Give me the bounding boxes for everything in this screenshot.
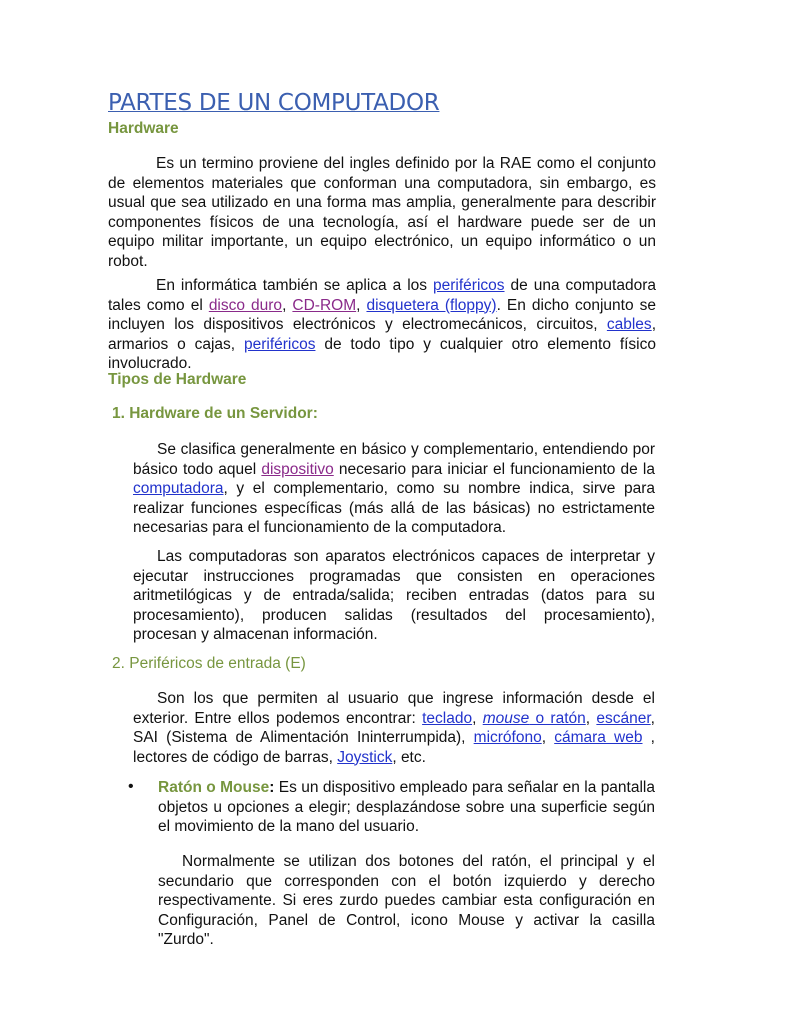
text-run: , y el complementario, como su nombre indica, sirve para realizar funciones específicas (más allá de las básicas) no estrictamente necesarias para el funcionamiento de la computadora.	[133, 480, 655, 536]
text-run: , etc.	[392, 748, 426, 766]
intro-text: Es un termino proviene del ingles definido por la RAE como el conjunto de elementos materiales que conforman una computadora, sin embargo, es usual que sea utilizado en una forma mas amplia, generalmente para describir componentes físicos de una tecnología, así el hardware puede ser de un equipo militar importante, un equipo electrónico, un equipo informático o un robot.	[108, 155, 656, 270]
computadoras-text: Las computadoras son aparatos electrónicos capaces de interpretar y ejecutar instrucciones programadas que consisten en operaciones aritmetilógicas y de entrada/salida; reciben entradas (datos para su procesamiento), producen salidas (resultados del procesamiento), procesan y almacenan información.	[133, 548, 655, 643]
link-escaner[interactable]: escáner	[596, 709, 651, 727]
entrada-paragraph	[133, 689, 655, 767]
computadoras-paragraph	[133, 547, 655, 645]
mouse-bullet-item	[158, 778, 655, 837]
text-run: , SAI (Sistema de Alimentación Ininterrumpida),	[133, 709, 655, 746]
link-computadora[interactable]: computadora	[133, 480, 224, 497]
text-run: ,	[585, 709, 597, 727]
bullet-heading: Ratón o Mouse	[158, 779, 270, 796]
link-dispositivo[interactable]: dispositivo	[261, 460, 334, 478]
intro-paragraph	[108, 154, 656, 271]
text-run: . En dicho conjunto se incluyen los dispositivos electrónicos y electromecánicos, circuitos,	[108, 296, 656, 333]
text-run: ,	[472, 709, 483, 727]
link-joystick[interactable]: Joystick	[337, 748, 393, 766]
link-cd-rom[interactable]: CD-ROM	[292, 296, 357, 314]
link-disquetera[interactable]: disquetera (floppy)	[366, 296, 497, 314]
informatica-paragraph	[108, 276, 656, 374]
link-cables[interactable]: cables	[606, 316, 652, 333]
botones-paragraph	[158, 852, 655, 950]
section2-heading: 2. Periféricos de entrada (E)	[112, 655, 306, 672]
link-mouse[interactable]: mouse	[482, 709, 530, 727]
link-teclado[interactable]: teclado	[422, 709, 473, 727]
botones-text: Normalmente se utilizan dos botones del ratón, el principal y el secundario que corresponden con el botón izquierdo y derecho respectivamente. Si eres zurdo puedes cambiar esta configuración en Configuración, Panel de Control, icono Mouse y activar la casilla "Zurdo".	[158, 853, 655, 948]
link-perifericos[interactable]: periféricos	[433, 277, 505, 294]
text-run: En informática también se aplica a los	[156, 277, 434, 294]
text-run: , armarios o cajas,	[108, 316, 656, 353]
text-run: ,	[541, 729, 555, 746]
text-run: de todo tipo y cualquier otro elemento físico involucrado.	[108, 335, 656, 372]
text-run: Son los que permiten al usuario que ingrese información desde el exterior. Entre ellos podemos encontrar:	[133, 690, 655, 727]
link-disco-duro[interactable]: disco duro	[208, 296, 283, 314]
bullet-colon: :	[269, 779, 275, 796]
bullet-text: Es un dispositivo empleado para señalar en la pantalla objetos u opciones a elegir; desplazándose sobre una superficie según el movimiento de la mano del usuario.	[158, 779, 655, 835]
text-run: , lectores de código de barras,	[133, 729, 655, 766]
text-run: Se clasifica generalmente en básico y complementario, entendiendo por básico todo aquel	[133, 441, 655, 478]
servidor-paragraph	[133, 440, 655, 538]
types-heading: Tipos de Hardware	[108, 371, 247, 388]
bullet-icon: •	[128, 778, 134, 795]
link-camara-web[interactable]: cámara web	[554, 729, 643, 746]
section-subtitle: Hardware	[108, 120, 179, 137]
link-microfono[interactable]: micrófono	[473, 729, 542, 746]
text-run: de una computadora tales como el	[108, 277, 657, 314]
link-raton[interactable]: o ratón	[529, 709, 586, 727]
text-run: necesario para iniciar el funcionamiento de la	[333, 460, 655, 478]
page-title: PARTES DE UN COMPUTADOR	[108, 90, 440, 116]
section1-heading: 1. Hardware de un Servidor:	[112, 405, 318, 422]
text-run: ,	[282, 296, 293, 314]
text-run: ,	[356, 296, 367, 314]
link-perifericos-2[interactable]: periféricos	[243, 335, 316, 353]
